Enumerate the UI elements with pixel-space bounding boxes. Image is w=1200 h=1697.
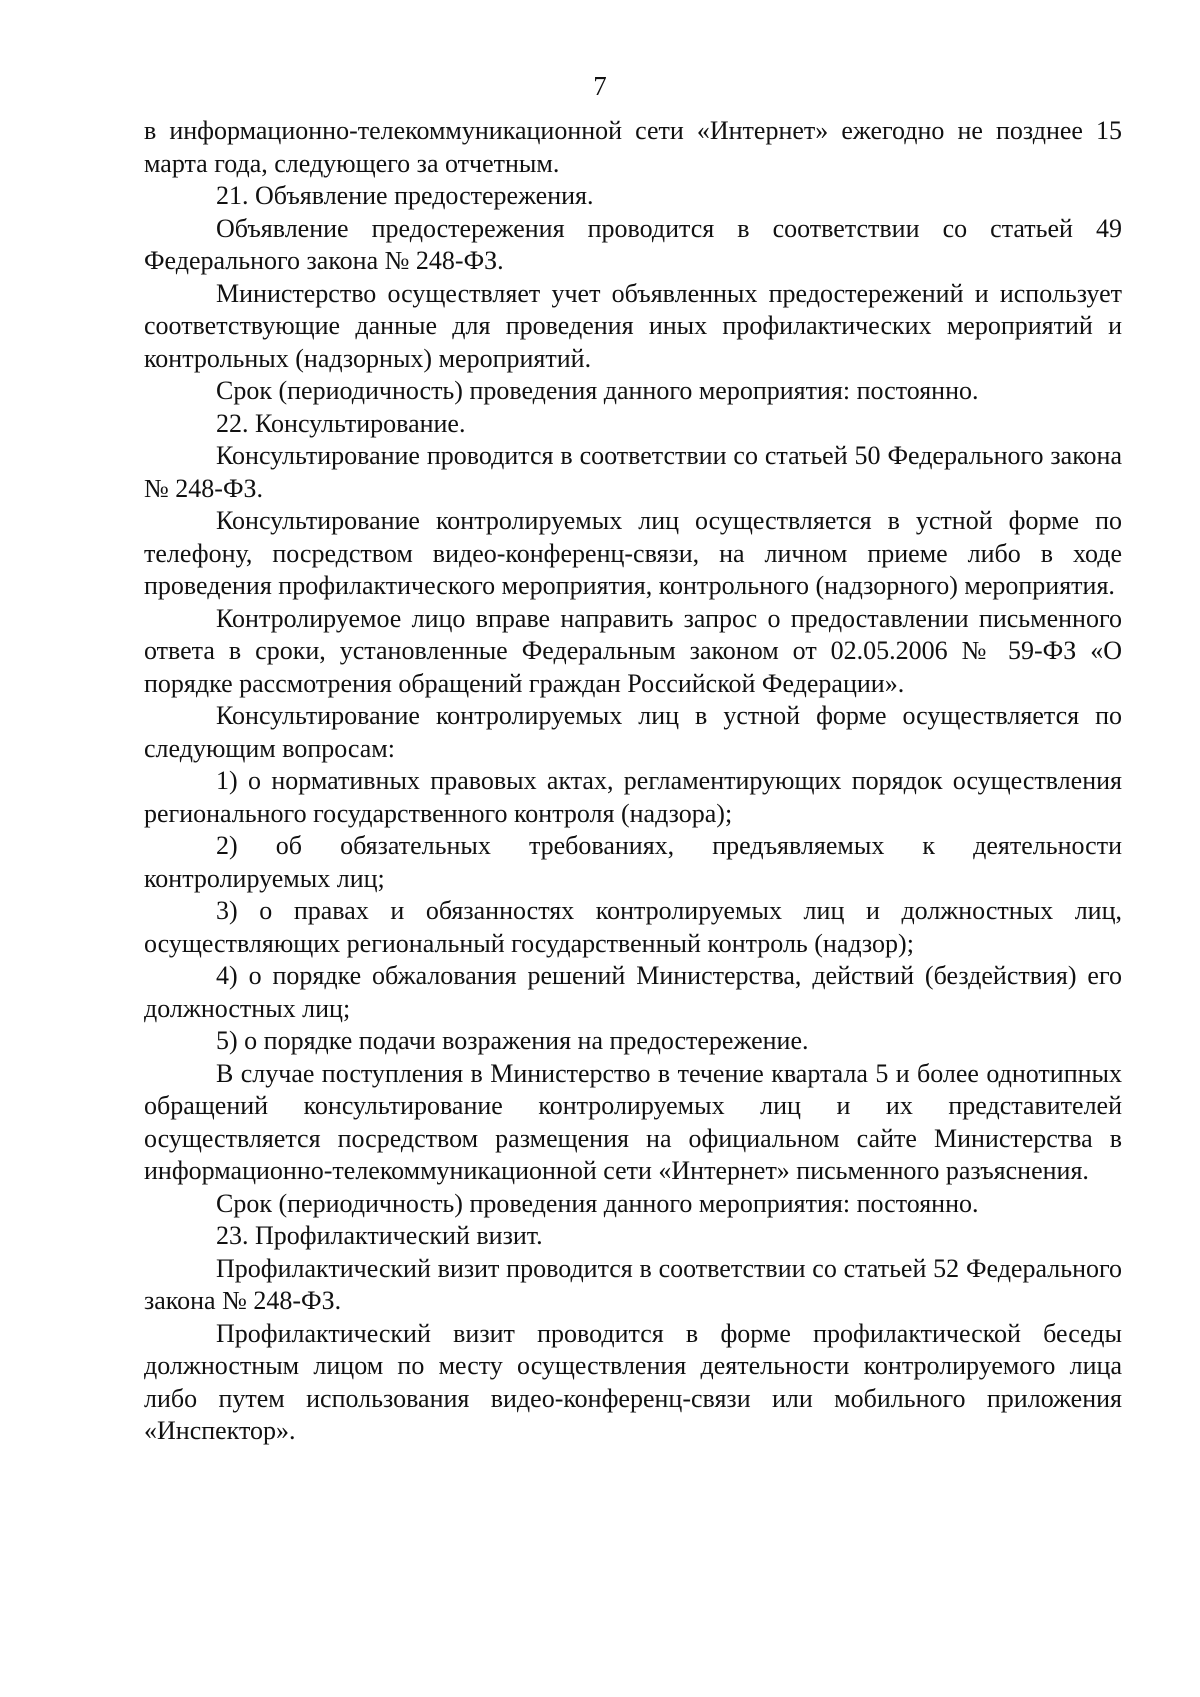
paragraph: Срок (периодичность) проведения данного мероприятия: постоянно. bbox=[216, 376, 979, 405]
paragraph-continuation: в информационно-телекоммуникационной сети «Интернет» ежегодно не позднее 15 марта года, следующего за отчетным. bbox=[144, 116, 1122, 178]
paragraph: Консультирование контролируемых лиц осуществляется в устной форме по телефону, посредством видео-конференц-связи, на личном приеме либо в ходе проведения профилактического мероприятия, контрольного (надзорного) мероприятия. bbox=[144, 506, 1122, 600]
list-item: 5) о порядке подачи возражения на предостережение. bbox=[216, 1026, 809, 1055]
paragraph: Министерство осуществляет учет объявленных предостережений и использует соответствующие данные для проведения иных профилактических мероприятий и контрольных (надзорных) мероприятий. bbox=[144, 278, 1122, 373]
paragraph: Контролируемое лицо вправе направить запрос о предоставлении письменного ответа в сроки, установленные Федеральным законом от 02.05.2006 № 59-ФЗ «О порядке рассмотрения обращений граждан Российской Федерации». bbox=[144, 603, 1122, 698]
paragraph: Профилактический визит проводится в соответствии со статьей 52 Федерального закона № 248-ФЗ. bbox=[144, 1253, 1122, 1315]
document-body bbox=[144, 115, 1122, 1448]
paragraph: Объявление предостережения проводится в соответствии со статьей 49 Федерального закона № 248-ФЗ. bbox=[144, 213, 1122, 275]
list-item: 2) об обязательных требованиях, предъявляемых к деятельности контролируемых лиц; bbox=[144, 831, 1122, 893]
paragraph: Консультирование проводится в соответствии со статьей 50 Федерального закона № 248-ФЗ. bbox=[144, 441, 1122, 503]
paragraph: Профилактический визит проводится в форме профилактической беседы должностным лицом по месту осуществления деятельности контролируемого лица либо путем использования видео-конференц-связи или мобильного приложения «Инспектор». bbox=[144, 1318, 1122, 1445]
page-number: 7 bbox=[593, 71, 607, 101]
section-heading-22: 22. Консультирование. bbox=[216, 408, 466, 438]
section-heading-23: 23. Профилактический визит. bbox=[216, 1221, 543, 1250]
list-item: 3) о правах и обязанностях контролируемых лиц и должностных лиц, осуществляющих региональный государственный контроль (надзор); bbox=[144, 896, 1122, 958]
section-heading-21: 21. Объявление предостережения. bbox=[216, 181, 594, 210]
paragraph: Консультирование контролируемых лиц в устной форме осуществляется по следующим вопросам: bbox=[144, 701, 1122, 763]
list-item: 1) о нормативных правовых актах, регламентирующих порядок осуществления регионального государственного контроля (надзора); bbox=[144, 766, 1122, 828]
list-item: 4) о порядке обжалования решений Министерства, действий (бездействия) его должностных лиц; bbox=[144, 961, 1122, 1023]
paragraph: Срок (периодичность) проведения данного мероприятия: постоянно. bbox=[216, 1188, 979, 1218]
paragraph: В случае поступления в Министерство в течение квартала 5 и более однотипных обращений консультирование контролируемых лиц и их представителей осуществляется посредством размещения на официальном сайте Министерства в информационно-телекоммуникационной сети «Интернет» письменного разъяснения. bbox=[144, 1058, 1122, 1185]
